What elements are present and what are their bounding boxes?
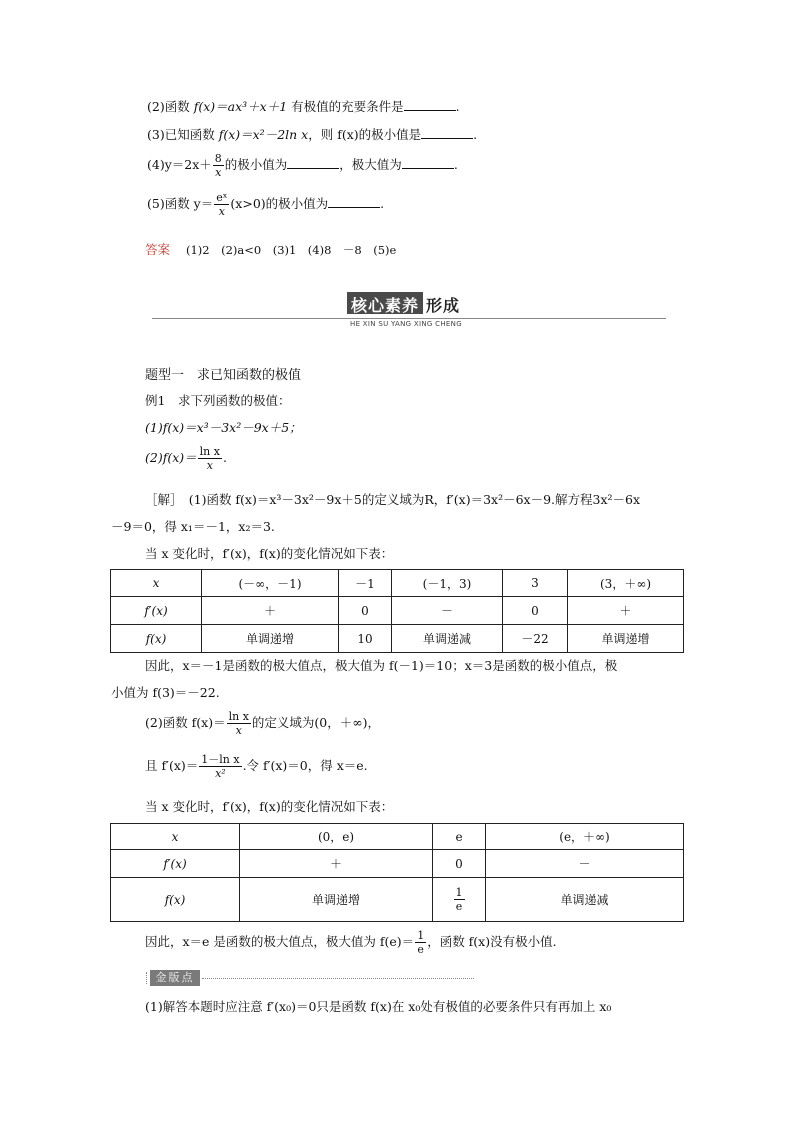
fraction	[227, 711, 251, 736]
exercise-5-prefix: (5)函数 y＝	[147, 196, 214, 211]
period: .	[222, 450, 227, 465]
exercise-2-function: f(x)＝ax³＋x＋1	[193, 99, 288, 114]
example-item-1: (1)f(x)＝x³－3x²－9x＋5；	[145, 420, 302, 435]
exercise-3	[147, 125, 477, 143]
exercise-4-max-label: ，极大值为	[339, 157, 402, 172]
exercise-3-prefix: (3)已知函数	[147, 127, 215, 142]
section-header-rule	[152, 318, 666, 319]
table-cell: －	[392, 597, 503, 625]
topic-title: 题型一 求已知函数的极值	[145, 368, 302, 383]
table-cell: 0	[503, 597, 568, 625]
table-cell: 单调递增	[202, 625, 339, 653]
answer-line	[145, 240, 396, 258]
table-cell: 单调递减	[392, 625, 503, 653]
table-row	[111, 625, 684, 653]
derivative-prefix: 且 f′(x)＝	[145, 758, 199, 773]
period: .	[455, 99, 460, 114]
answer-blank	[287, 158, 339, 169]
period: .	[473, 127, 478, 142]
section-header-pinyin: HE XIN SU YANG XING CHENG	[350, 320, 462, 328]
answer-label: 答案	[145, 242, 171, 257]
variation-table-2	[110, 823, 684, 922]
table-cell: ＋	[202, 597, 339, 625]
table-cell: (3，＋∞)	[568, 570, 684, 597]
fraction	[415, 930, 426, 955]
table-row	[111, 850, 684, 878]
answer-blank	[404, 100, 456, 111]
solution-line-1: ［解］ (1)函数 f(x)＝x³－3x²－9x＋5的定义域为R，f′(x)＝3x²－6x－9.解方程3x²－6x	[145, 492, 641, 507]
table1-intro: 当 x 变化时，f′(x)，f(x)的变化情况如下表：	[145, 546, 394, 561]
fraction	[213, 153, 224, 178]
exercise-2	[147, 97, 460, 115]
table-cell: (e，＋∞)	[486, 824, 684, 850]
answer-blank	[328, 197, 380, 208]
part2-prefix: (2)函数 f(x)＝	[145, 715, 226, 730]
part2-derivative	[145, 754, 368, 779]
table-row	[111, 597, 684, 625]
table-cell: －1	[339, 570, 392, 597]
answer-text: (1)2 (2)a<0 (3)1 (4)8 －8 (5)e	[186, 243, 397, 257]
table-cell	[433, 878, 486, 922]
numerator: 1－ln x	[201, 753, 240, 766]
numerator: 1	[455, 886, 463, 899]
table-cell: 0	[433, 850, 486, 878]
numerator: 8	[214, 152, 222, 165]
fraction	[454, 887, 465, 912]
section-header-title: 核心素养	[351, 296, 420, 315]
table-cell: x	[111, 824, 240, 850]
table-cell: －	[486, 850, 684, 878]
table-row	[111, 878, 684, 922]
table-cell: ＋	[568, 597, 684, 625]
table-cell: f(x)	[111, 878, 240, 922]
table-cell: 单调递增	[568, 625, 684, 653]
period: .	[380, 196, 385, 211]
denominator: e	[455, 900, 463, 913]
table-cell: 单调递增	[240, 878, 433, 922]
period: .	[453, 157, 458, 172]
denominator: x	[235, 724, 242, 737]
table-cell: e	[433, 824, 486, 850]
conclusion-2-suffix: ，函数 f(x)没有极小值.	[427, 934, 557, 949]
conclusion-1b: 小值为 f(3)＝－22.	[111, 685, 220, 700]
tip-tag: 金版点睛	[150, 970, 200, 986]
table-cell: (－∞，－1)	[202, 570, 339, 597]
conclusion-1a: 因此，x＝－1是函数的极大值点，极大值为 f(－1)＝10；x＝3是函数的极小值点，极	[145, 658, 618, 673]
table-row	[111, 570, 684, 597]
exercise-2-suffix: 有极值的充要条件是	[291, 99, 404, 114]
exercise-4-min-label: 的极小值为	[224, 157, 288, 172]
fraction	[214, 192, 229, 217]
tip-text: (1)解答本题时应注意 f′(x₀)＝0只是函数 f(x)在 x₀处有极值的必要条件只有再加上 x₀	[145, 999, 612, 1014]
exercise-4	[147, 153, 458, 178]
denominator: x²	[215, 767, 226, 780]
exercise-3-function: f(x)＝x²－2ln x	[218, 127, 309, 142]
conclusion-2-prefix: 因此，x＝e 是函数的极大值点，极大值为 f(e)＝	[145, 934, 415, 949]
table-cell: －22	[503, 625, 568, 653]
example-title: 例1 求下列函数的极值：	[145, 393, 291, 408]
example-item-2-prefix: (2)f(x)＝	[145, 450, 197, 465]
table-row	[111, 824, 684, 850]
table-cell: f(x)	[111, 625, 202, 653]
fraction	[199, 754, 241, 779]
table-cell: 单调递减	[486, 878, 684, 922]
tip-rule	[202, 978, 474, 979]
exercise-5	[147, 192, 384, 217]
exercise-4-prefix: (4)y＝2x＋	[147, 157, 212, 172]
exercise-5-suffix: (x>0)的极小值为	[230, 196, 329, 211]
fraction	[198, 446, 222, 471]
denominator: e	[417, 943, 424, 956]
exercise-2-prefix: (2)函数	[147, 99, 190, 114]
denominator: x	[218, 205, 225, 218]
denominator: x	[206, 459, 213, 472]
table-cell: (－1，3)	[392, 570, 503, 597]
numerator: ln x	[199, 445, 220, 458]
answer-blank	[421, 128, 473, 139]
answer-blank	[402, 158, 454, 169]
example-item-2	[145, 446, 227, 471]
conclusion-2	[145, 930, 557, 955]
table-cell: f′(x)	[111, 850, 240, 878]
variation-table-1	[110, 569, 684, 653]
table-cell: (0，e)	[240, 824, 433, 850]
tip-bracket	[146, 972, 148, 984]
table-cell: f′(x)	[111, 597, 202, 625]
section-header-subtitle: 形成	[426, 296, 461, 315]
derivative-suffix: .令 f′(x)＝0，得 x＝e.	[242, 758, 368, 773]
exercise-3-suffix: ，则 f(x)的极小值是	[308, 127, 422, 142]
denominator: x	[215, 166, 222, 179]
part2-domain	[145, 711, 380, 736]
table-cell: ＋	[240, 850, 433, 878]
table-cell: x	[111, 570, 202, 597]
numerator: 1	[417, 929, 425, 942]
table-cell: 10	[339, 625, 392, 653]
numerator: ln x	[228, 710, 249, 723]
table-cell: 0	[339, 597, 392, 625]
table2-intro: 当 x 变化时，f′(x)，f(x)的变化情况如下表：	[145, 799, 394, 814]
table-cell: 3	[503, 570, 568, 597]
part2-suffix: 的定义域为(0，＋∞)，	[251, 715, 381, 730]
numerator: eˣ	[216, 191, 228, 204]
solution-line-2: －9＝0，得 x₁＝－1，x₂＝3.	[111, 519, 275, 534]
